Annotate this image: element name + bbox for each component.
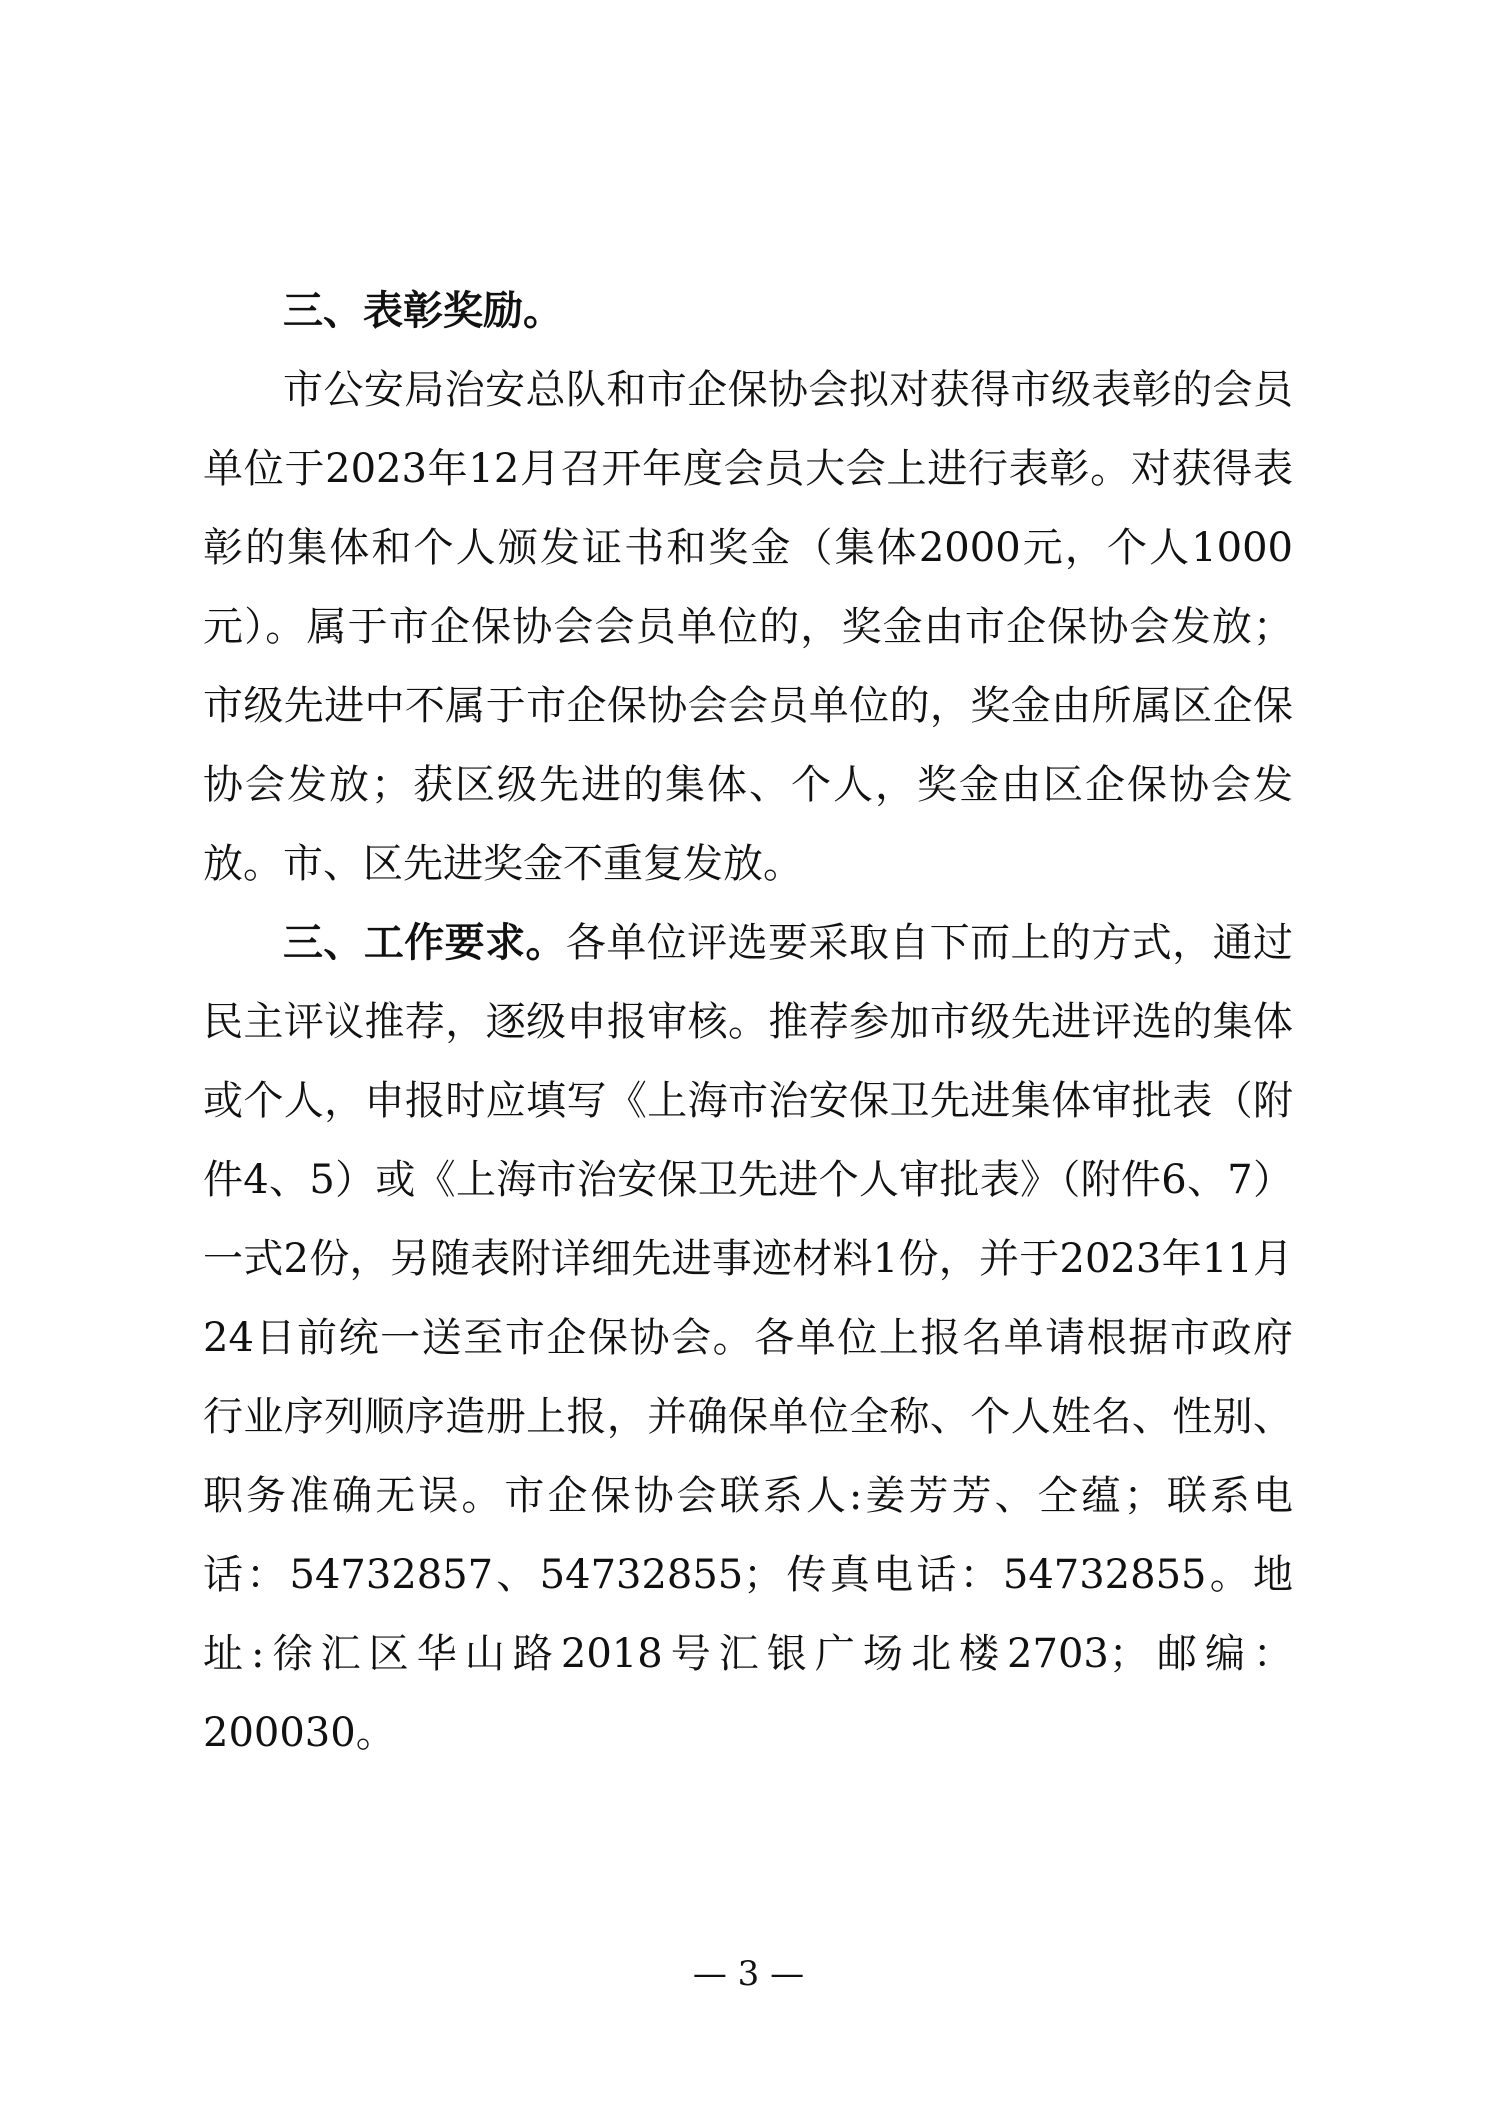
- page-number: — 3 —: [692, 1954, 805, 1994]
- section-requirements-paragraph: [203, 904, 1293, 1773]
- section-reward-heading: [203, 272, 1293, 351]
- section-reward-paragraph: 市公安局治安总队和市企保协会拟对获得市级表彰的会员单位于2023年12月召开年度会员大会上进行表彰。对获得表彰的集体和个人颁发证书和奖金（集体2000元，个人1000元）。属于市企保协会会员单位的，奖金由市企保协会发放；市级先进中不属于市企保协会会员单位的，奖金由所属区企保协会发放；获区级先进的集体、个人，奖金由区企保协会发放。市、区先进奖金不重复发放。: [203, 367, 1293, 887]
- section-requirements-body: 各单位评选要采取自下而上的方式，通过民主评议推荐，逐级申报审核。推荐参加市级先进评选的集体或个人，申报时应填写《上海市治安保卫先进集体审批表（附件4、5）或《上海市治安保卫先进个人审批表》（附件6、7）一式2份，另随表附详细先进事迹材料1份，并于2023年11月24日前统一送至市企保协会。各单位上报名单请根据市政府行业序列顺序造册上报，并确保单位全称、个人姓名、性别、职务准确无误。市企保协会联系人:姜芳芳、仝蕴；联系电话：54732857、54732855；传真电话：54732855。地址:徐汇区华山路2018号汇银广场北楼2703；邮编：200030。: [203, 920, 1294, 1756]
- document-body: [203, 272, 1293, 1773]
- section-requirements-heading: 三、工作要求。: [283, 920, 566, 966]
- section-reward-heading-text: 三、表彰奖励。: [283, 288, 563, 334]
